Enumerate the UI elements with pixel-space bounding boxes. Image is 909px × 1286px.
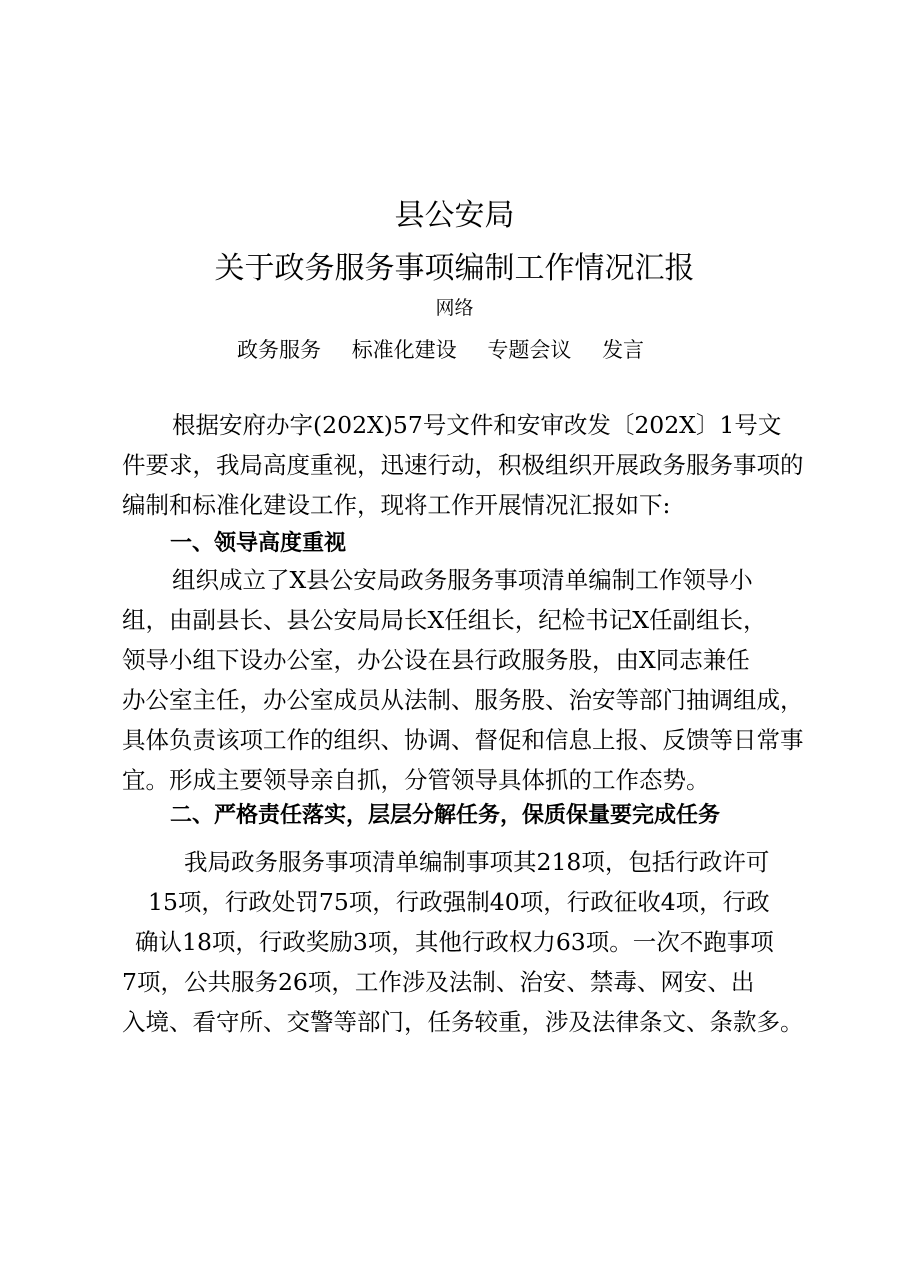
text-line: 组，由副县长、县公安局局长X任组长，纪检书记X任副组长， bbox=[122, 606, 767, 634]
document-source: 网络 bbox=[435, 297, 474, 319]
text-line: 根据安府办字(202X)57号文件和安审改发〔202X〕1号文 bbox=[172, 411, 782, 439]
keyword: 政务服务 bbox=[237, 338, 321, 362]
text-line: 组织成立了X县公安局政务服务事项清单编制工作领导小 bbox=[172, 566, 753, 594]
keyword: 标准化建设 bbox=[351, 338, 457, 362]
section1-heading: 一、领导高度重视 bbox=[170, 531, 347, 556]
intro-paragraph bbox=[122, 405, 804, 525]
text-line: 件要求，我局高度重视，迅速行动，积极组织开展政务服务事项的 bbox=[122, 451, 804, 479]
text-line: 领导小组下设办公室，办公设在县行政服务股，由X同志兼任 bbox=[122, 646, 750, 674]
text-line: 确认18项，行政奖励3项，其他行政权力63项。一次不跑事项 bbox=[135, 928, 774, 956]
keywords bbox=[237, 335, 668, 365]
section2-heading: 二、严格责任落实，层层分解任务，保质保量要完成任务 bbox=[170, 803, 721, 828]
document-title-line2: 关于政务服务事项编制工作情况汇报 bbox=[214, 251, 695, 286]
document-title-line1: 县公安局 bbox=[394, 198, 515, 233]
section1-paragraph bbox=[122, 560, 804, 800]
text-line: 办公室主任，办公室成员从法制、服务股、治安等部门抽调组成， bbox=[122, 686, 804, 714]
text-line: 15项，行政处罚75项，行政强制40项，行政征收4项，行政 bbox=[148, 888, 770, 916]
keyword: 发言 bbox=[602, 338, 645, 362]
text-line: 我局政务服务事项清单编制事项其218项，包括行政许可 bbox=[184, 848, 770, 876]
text-line: 7项，公共服务26项，工作涉及法制、治安、禁毒、网安、出 bbox=[122, 968, 755, 996]
keyword: 专题会议 bbox=[487, 338, 572, 362]
text-line: 编制和标准化建设工作，现将工作开展情况汇报如下: bbox=[122, 491, 671, 519]
text-line: 入境、看守所、交警等部门，任务较重，涉及法律条文、条款多。 bbox=[122, 1008, 804, 1036]
text-line: 具体负责该项工作的组织、协调、督促和信息上报、反馈等日常事 bbox=[122, 726, 804, 754]
text-line: 宜。形成主要领导亲自抓，分管领导具体抓的工作态势。 bbox=[122, 766, 710, 794]
section2-paragraph bbox=[122, 842, 804, 1042]
